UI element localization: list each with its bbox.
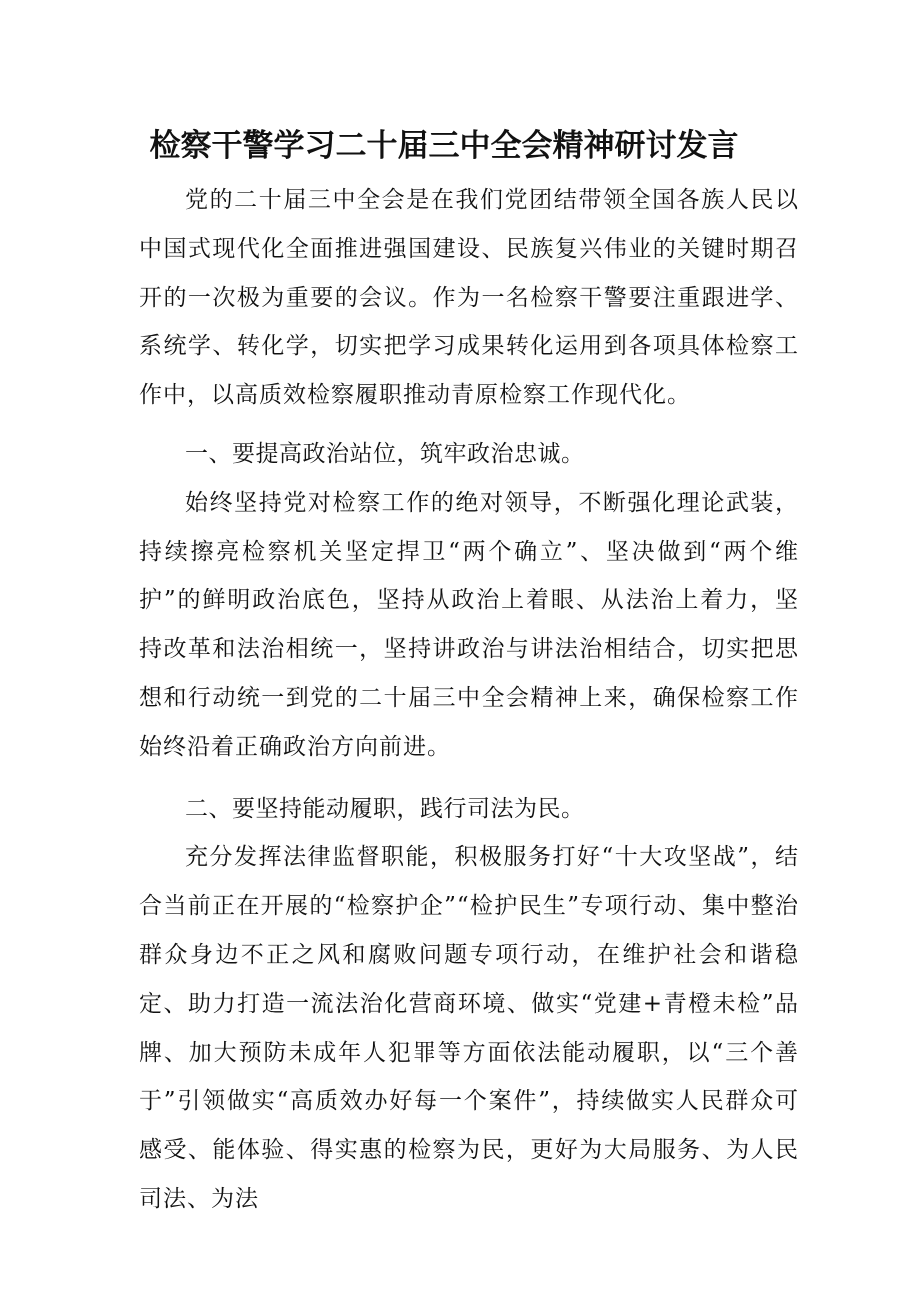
intro-paragraph: 党的二十届三中全会是在我们党团结带领全国各族人民以中国式现代化全面推进强国建设、民族复兴伟业的关键时期召开的一次极为重要的会议。作为一名检察干警要注重跟进学、系统学、转化学，切实把学习成果转化运用到各项具体检察工作中，以高质效检察履职推动青原检察工作现代化。	[139, 187, 799, 409]
document-title: 检察干警学习二十届三中全会精神研讨发言	[149, 128, 739, 164]
spacer	[139, 420, 799, 430]
section-body-2: 充分发挥法律监督职能，积极服务打好“十大攻坚战”，结合当前正在开展的“检察护企”“检护民生”专项行动、集中整治群众身边不正之风和腐败问题专项行动，在维护社会和谐稳定、助力打造一流法治化营商环境、做实“党建+青橙未检”品牌、加大预防未成年人犯罪等方面依法能动履职，以“三个善于”引领做实“高质效办好每一个案件”，持续做实人民群众可感受、能体验、得实惠的检察为民，更好为大局服务、为人民司法、为法	[139, 844, 799, 1212]
section-body-1: 始终坚持党对检察工作的绝对领导，不断强化理论武装，持续擦亮检察机关坚定捍卫“两个确立”、坚决做到“两个维护”的鲜明政治底色，坚持从政治上着眼、从法治上着力，坚持改革和法治相统一，坚持讲政治与讲法治相结合，切实把思想和行动统一到党的二十届三中全会精神上来，确保检察工作始终沿着正确政治方向前进。	[139, 489, 799, 760]
section-heading-1: 一、要提高政治站位，筑牢政治忠诚。	[185, 440, 585, 467]
spacer	[139, 772, 799, 785]
document-body	[139, 176, 799, 1224]
section-heading-2: 二、要坚持能动履职，践行司法为民。	[185, 795, 585, 822]
